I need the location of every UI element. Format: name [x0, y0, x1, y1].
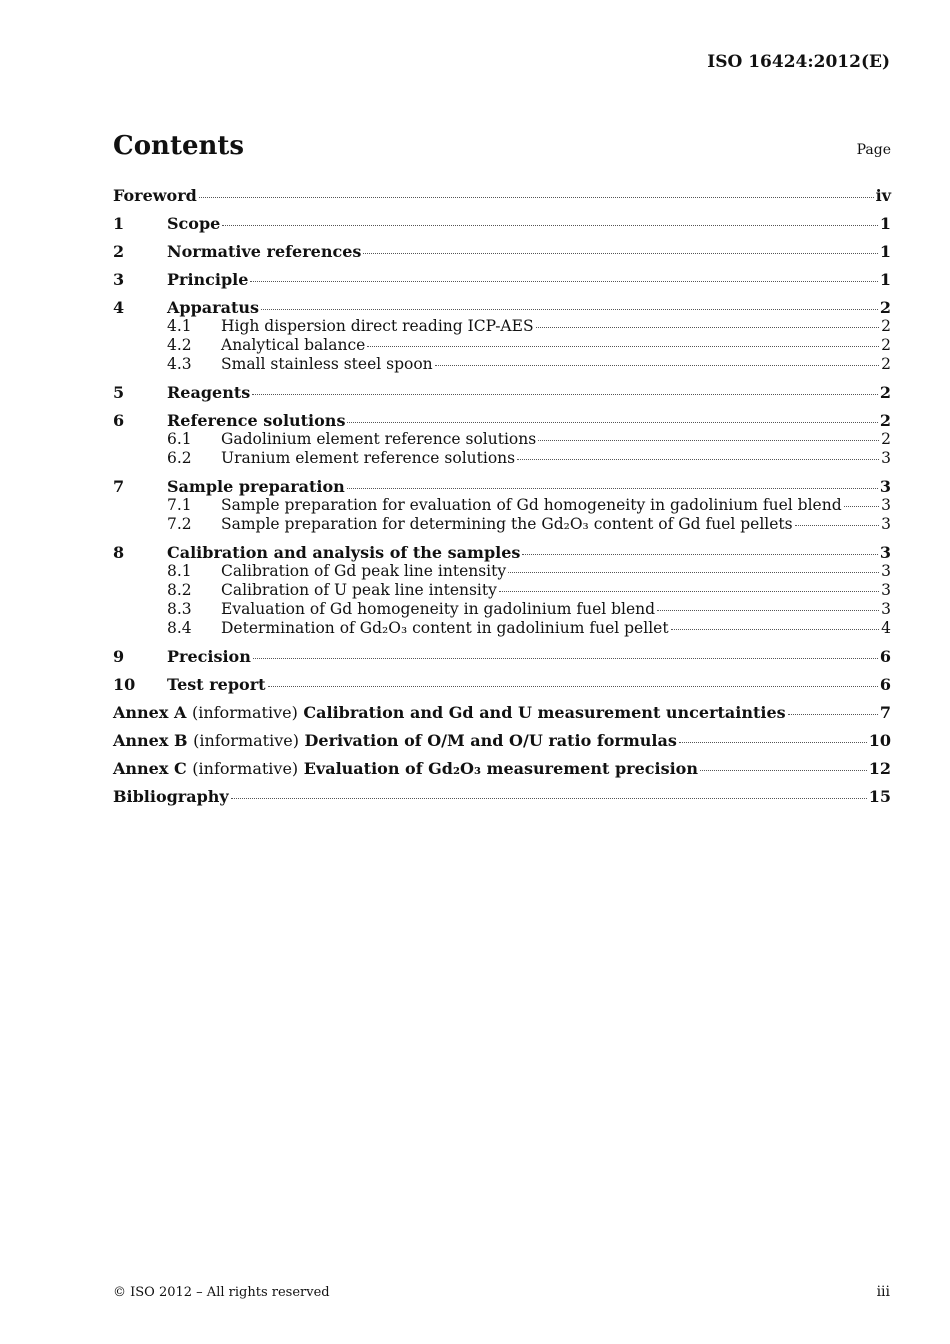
toc-entry-title: Reference solutions: [167, 411, 346, 430]
toc-leader-dots: [261, 309, 878, 310]
toc-leader-dots: [844, 506, 879, 507]
toc-leader-dots: [347, 488, 878, 489]
toc-entry-page: 1: [879, 270, 891, 289]
toc-entry-number: 6: [113, 411, 125, 430]
toc-entry-title: Gadolinium element reference solutions: [221, 430, 537, 448]
toc-leader-dots: [231, 798, 867, 799]
toc-entry-title: Calibration of Gd peak line intensity: [221, 562, 507, 580]
toc-entry-number: 1: [113, 214, 125, 233]
toc-entry-title: Principle: [167, 270, 249, 289]
toc-entry[interactable]: [113, 317, 891, 336]
toc-entry-title: Sample preparation: [167, 477, 345, 496]
toc-entry[interactable]: [113, 298, 891, 317]
toc-leader-dots: [250, 281, 877, 282]
toc-entry[interactable]: [113, 186, 891, 205]
toc-leader-dots: [795, 525, 880, 526]
toc-entry-page: 2: [879, 411, 891, 430]
toc-entry-number: 8.1: [167, 562, 192, 580]
toc-entry-title: Reagents: [167, 383, 251, 402]
annex-heading: [113, 759, 698, 778]
toc-entry[interactable]: [113, 355, 891, 374]
toc-leader-dots: [700, 770, 867, 771]
toc-entry-number: 4.1: [167, 317, 192, 335]
toc-entry-title: Uranium element reference solutions: [221, 449, 516, 467]
table-of-contents: [113, 186, 891, 806]
toc-entry-page: 3: [881, 515, 891, 533]
toc-entry-title: Precision: [167, 647, 251, 666]
toc-entry-title: Calibration and analysis of the samples: [167, 543, 521, 562]
annex-title: Evaluation of Gd₂O₃ measurement precision: [303, 759, 698, 778]
toc-entry-number: 7.2: [167, 515, 192, 533]
toc-leader-dots: [252, 394, 878, 395]
toc-entry-number: 7: [113, 477, 125, 496]
toc-entry-page: 3: [879, 477, 891, 496]
toc-entry[interactable]: [113, 675, 891, 694]
toc-entry-title: Test report: [167, 675, 266, 694]
toc-leader-dots: [222, 225, 878, 226]
toc-entry[interactable]: [113, 515, 891, 534]
toc-entry-number: 5: [113, 383, 125, 402]
toc-entry-page: 3: [881, 581, 891, 599]
toc-entry-title: Analytical balance: [221, 336, 366, 354]
toc-entry-number: 6.2: [167, 449, 192, 467]
toc-leader-dots: [435, 365, 879, 366]
toc-entry-page: 2: [879, 298, 891, 317]
toc-entry-page: 3: [881, 600, 891, 618]
toc-entry-page: 4: [881, 619, 891, 637]
annex-title: Derivation of O/M and O/U ratio formulas: [304, 731, 677, 750]
toc-entry-page: 3: [881, 449, 891, 467]
toc-entry[interactable]: [113, 411, 891, 430]
toc-entry-number: 6.1: [167, 430, 192, 448]
annex-title: Calibration and Gd and U measurement uncertainties: [303, 703, 786, 722]
toc-leader-dots: [671, 629, 880, 630]
toc-entry[interactable]: [113, 496, 891, 515]
toc-entry-title: Foreword: [113, 186, 197, 205]
toc-entry[interactable]: [113, 430, 891, 449]
toc-entry-number: 2: [113, 242, 125, 261]
toc-entry-number: 7.1: [167, 496, 192, 514]
page-column-label: Page: [856, 142, 891, 158]
toc-entry-title: Calibration of U peak line intensity: [221, 581, 497, 599]
toc-entry-page: 1: [879, 214, 891, 233]
toc-entry-title: High dispersion direct reading ICP-AES: [221, 317, 534, 335]
document-id: ISO 16424:2012(E): [707, 52, 890, 72]
toc-entry[interactable]: [113, 336, 891, 355]
toc-entry-page: 6: [879, 647, 891, 666]
toc-entry-title: Small stainless steel spoon: [221, 355, 433, 373]
annex-heading: [113, 703, 786, 722]
toc-entry[interactable]: [113, 562, 891, 581]
toc-entry-title: Bibliography: [113, 787, 229, 806]
toc-entry-page: 3: [881, 562, 891, 580]
page-title: Contents: [113, 131, 245, 161]
toc-leader-dots: [508, 572, 879, 573]
toc-annex-entry[interactable]: [113, 759, 891, 778]
toc-entry-number: 8.2: [167, 581, 192, 599]
toc-entry-number: 8.3: [167, 600, 192, 618]
toc-entry-page: 15: [868, 787, 891, 806]
annex-label: Annex B: [113, 731, 188, 750]
toc-leader-dots: [367, 346, 879, 347]
toc-entry-page: 2: [881, 317, 891, 335]
toc-entry[interactable]: [113, 647, 891, 666]
toc-leader-dots: [522, 554, 877, 555]
toc-entry-title: Normative references: [167, 242, 362, 261]
annex-heading: [113, 731, 677, 750]
toc-leader-dots: [363, 253, 877, 254]
toc-entry[interactable]: [113, 581, 891, 600]
toc-entry[interactable]: [113, 543, 891, 562]
toc-leader-dots: [499, 591, 879, 592]
toc-entry-page: 2: [881, 430, 891, 448]
toc-entry-page: 10: [868, 731, 891, 750]
toc-leader-dots: [788, 714, 878, 715]
annex-type: (informative): [191, 703, 298, 722]
toc-entry-page: 2: [881, 336, 891, 354]
toc-leader-dots: [657, 610, 879, 611]
toc-entry[interactable]: [113, 477, 891, 496]
annex-type: (informative): [193, 731, 299, 750]
toc-leader-dots: [268, 686, 878, 687]
toc-entry-page: 2: [881, 355, 891, 373]
toc-entry-page: 2: [879, 383, 891, 402]
toc-leader-dots: [347, 422, 877, 423]
toc-entry-number: 3: [113, 270, 125, 289]
toc-entry-number: 10: [113, 675, 136, 694]
toc-entry-page: 1: [879, 242, 891, 261]
toc-entry-number: 9: [113, 647, 125, 666]
toc-entry-page: 6: [879, 675, 891, 694]
toc-entry-title: Scope: [167, 214, 221, 233]
toc-entry-number: 4: [113, 298, 125, 317]
toc-leader-dots: [517, 459, 879, 460]
toc-annex-entry[interactable]: [113, 731, 891, 750]
toc-entry[interactable]: [113, 449, 891, 468]
toc-entry[interactable]: [113, 619, 891, 638]
annex-label: Annex C: [113, 759, 187, 778]
toc-entry[interactable]: [113, 242, 891, 261]
copyright-notice: © ISO 2012 – All rights reserved: [113, 1285, 330, 1300]
toc-entry-title: Determination of Gd₂O₃ content in gadolinium fuel pellet: [221, 619, 669, 637]
toc-entry[interactable]: [113, 214, 891, 233]
toc-entry-number: 4.2: [167, 336, 192, 354]
toc-entry-page: iv: [875, 186, 891, 205]
toc-entry-title: Sample preparation for evaluation of Gd homogeneity in gadolinium fuel blend: [221, 496, 842, 514]
toc-bibliography-entry[interactable]: [113, 787, 891, 806]
toc-entry-number: 8.4: [167, 619, 192, 637]
toc-entry[interactable]: [113, 270, 891, 289]
toc-leader-dots: [538, 440, 879, 441]
toc-entry-page: 3: [881, 496, 891, 514]
toc-entry-number: 4.3: [167, 355, 192, 373]
annex-label: Annex A: [113, 703, 187, 722]
toc-entry-page: 12: [868, 759, 891, 778]
toc-leader-dots: [253, 658, 878, 659]
toc-entry-title: Sample preparation for determining the Gd₂O₃ content of Gd fuel pellets: [221, 515, 793, 533]
toc-leader-dots: [679, 742, 867, 743]
toc-entry-title: Apparatus: [167, 298, 259, 317]
toc-annex-entry[interactable]: [113, 703, 891, 722]
toc-leader-dots: [199, 197, 874, 198]
toc-entry-page: 3: [879, 543, 891, 562]
toc-entry[interactable]: [113, 383, 891, 402]
toc-entry[interactable]: [113, 600, 891, 619]
annex-type: (informative): [192, 759, 299, 778]
toc-entry-number: 8: [113, 543, 125, 562]
toc-leader-dots: [536, 327, 880, 328]
page-number: iii: [876, 1284, 890, 1300]
toc-entry-page: 7: [879, 703, 891, 722]
toc-entry-title: Evaluation of Gd homogeneity in gadolinium fuel blend: [221, 600, 656, 618]
